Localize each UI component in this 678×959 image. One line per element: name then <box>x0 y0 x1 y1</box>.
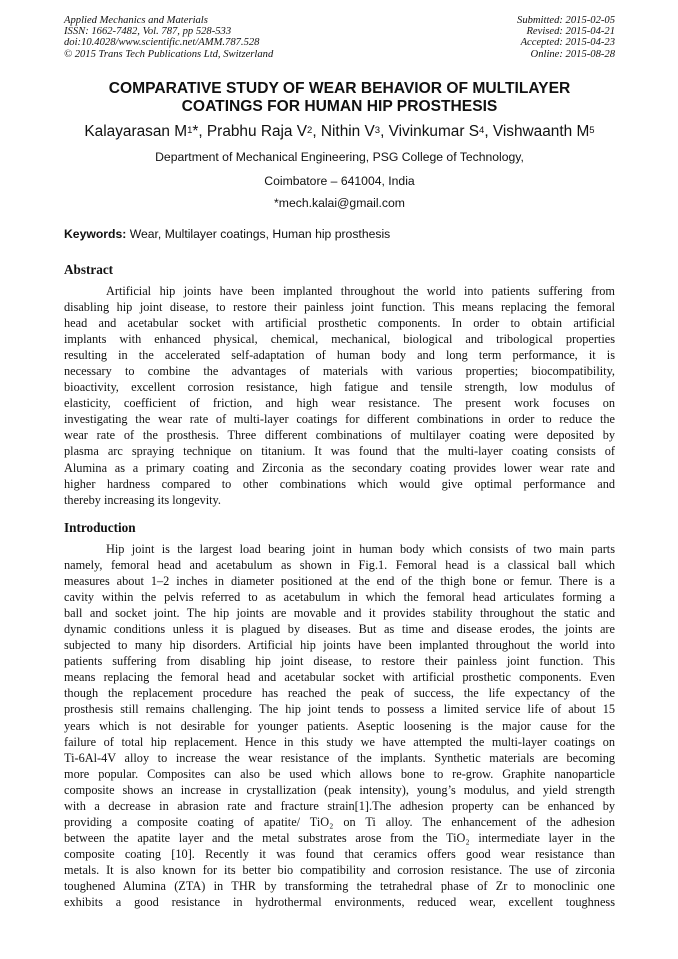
corresponding-email: *mech.kalai@gmail.com <box>274 196 405 210</box>
introduction-line: means replacing the femoral head and acetabular socket with artificial prosthetic components. Even <box>64 670 615 685</box>
introduction-line: measures about 1–2 inches in diameter positioned at the end of the thigh bone or femur. There is a <box>64 574 615 589</box>
date-online: Online: 2015-08-28 <box>530 48 615 60</box>
affiliation-department: Department of Mechanical Engineering, PSG College of Technology, <box>155 150 524 164</box>
abstract-line: Artificial hip joints have been implanted throughout the world into patients suffering from <box>106 284 615 298</box>
introduction-line: exhibits a good resistance in hydrothermal environments, reduced wear, excellent toughness <box>64 895 615 910</box>
introduction-line: patients suffering from disabling hip joint disease, to restore their painless joint function. This <box>64 654 615 669</box>
author-separator: , <box>380 123 389 140</box>
paper-title-line-1: COMPARATIVE STUDY OF WEAR BEHAVIOR OF MULTILAYER <box>108 80 571 97</box>
journal-issn: ISSN: 1662-7482, Vol. 787, pp 528-533 <box>64 26 232 38</box>
introduction-line: cavity within the pelvis referred to as acetabulum in which the femoral head articulates forming a <box>64 590 615 605</box>
author-name: Prabhu Raja V <box>206 123 308 140</box>
introduction-line: between the apatite layer and the metal substrates arose from the TiO₂ intermediate layer in the <box>64 830 615 845</box>
abstract-line: head and acetabular socket with artificial prosthetic components. In order to obtain artificial <box>64 316 615 331</box>
author-affiliation-mark: 1 <box>187 125 193 136</box>
introduction-line: composite shows an increase in crystallization (peak intensity), young’s modulus, and yield strength <box>64 782 615 797</box>
abstract-line: investigating the wear rate of multi-layer coatings for different combinations in order to reduce the <box>64 412 615 427</box>
introduction-line: failure of total hip replacement. Hence in this study we have attempted the multi-layer coatings on <box>64 734 615 749</box>
introduction-line: Ti-6Al-4V alloy to increase the wear resistance of the implants. Synthetic materials are becoming <box>64 750 615 765</box>
author-name: Kalayarasan M <box>84 123 188 140</box>
date-revised: Revised: 2015-04-21 <box>526 26 615 38</box>
date-accepted: Accepted: 2015-04-23 <box>520 37 615 49</box>
introduction-line: dynamic conditions unless it is plagued by diseases. But as time and disease erodes, the joints are <box>64 622 615 637</box>
introduction-line: providing a composite coating of apatite/ TiO₂ on Ti alloy. The enhancement of the adhesion <box>64 814 615 829</box>
author-list <box>64 122 615 144</box>
author-affiliation-mark: 3 <box>374 125 381 136</box>
abstract-line: elasticity, coefficient of friction, and high wear resistance. The present work focuses on <box>64 396 615 411</box>
abstract-line: higher hardness compared to other combinations which would give optimal performance and <box>64 476 615 491</box>
affiliation-location: Coimbatore – 641004, India <box>264 174 415 188</box>
introduction-line: with a decrease in abrasion rate and fracture strain[1].The adhesion property can be enhanced by <box>64 798 615 813</box>
abstract-heading: Abstract <box>64 262 114 277</box>
introduction-heading: Introduction <box>64 520 136 535</box>
author-name: Vishwaanth M <box>492 123 590 140</box>
abstract-line: bioactivity, excellent corrosion resistance, high fatigue and tensile strength, low modulus of <box>64 380 615 395</box>
paper-title-line-2: COATINGS FOR HUMAN HIP PROSTHESIS <box>181 98 498 115</box>
introduction-line: composite coating [10]. Recently it was found that ceramics offers good wear resistance than <box>64 846 615 861</box>
journal-header-right <box>517 15 615 60</box>
abstract-line: necessary to combine the advantages of materials with various properties; biocompatibility, <box>64 364 615 379</box>
abstract-body <box>64 283 615 508</box>
introduction-line: metals. It is also known for its better bio compatibility and corrosion resistance. The use of zirconia <box>64 862 615 877</box>
author-affiliation-mark: 2 <box>307 125 313 136</box>
keywords <box>64 227 390 241</box>
journal-copyright: © 2015 Trans Tech Publications Ltd, Switzerland <box>64 48 274 60</box>
introduction-line: prosthesis still remains challenging. The hip joint tends to possess a limited service life of about 15 <box>64 702 615 717</box>
abstract-line: implants with enhanced physical, chemical, mechanical, biological and tribological properties <box>64 332 615 347</box>
introduction-line: Hip joint is the largest load bearing joint in human body which consists of two main parts <box>106 542 615 556</box>
introduction-body <box>64 541 615 910</box>
author-separator: , <box>484 123 493 140</box>
keywords-text: Wear, Multilayer coatings, Human hip prosthesis <box>126 227 391 241</box>
introduction-line: more popular. Composites can also be used which allows bone to re-grow. Graphite nanoparticle <box>64 766 615 781</box>
author-affiliation-mark: 4 <box>479 125 485 136</box>
author-separator: *, <box>192 123 207 140</box>
author-name: Nithin V <box>320 123 375 140</box>
keywords-label: Keywords: <box>64 227 127 241</box>
abstract-line: thereby increasing its longevity. <box>64 492 221 507</box>
introduction-line: ball and socket joint. The hip joints are movable and it provides stability throughout the static and <box>64 606 615 621</box>
introduction-line: though the replacement procedure has reached the peak of success, the life expectancy of the <box>64 686 615 701</box>
author-affiliation-mark: 5 <box>589 125 595 136</box>
journal-name: Applied Mechanics and Materials <box>64 15 208 26</box>
introduction-line: toughened Alumina (ZTA) in THR by transforming the tetrahedral phase of Zr to monoclinic one <box>64 878 615 893</box>
abstract-line: disabling hip joint disease, to restore their painless joint function. This means replacing the femoral <box>64 300 615 315</box>
journal-doi: doi:10.4028/www.scientific.net/AMM.787.528 <box>64 37 260 49</box>
author-name: Vivinkumar S <box>388 123 480 140</box>
abstract-line: plasma arc spraying technique on titanium. It was found that the multi-layer coating consists of <box>64 444 615 459</box>
paper-title <box>64 80 615 116</box>
abstract-line: Alumina as a primary coating and Zirconia as the secondary coating provides lower wear rate and <box>64 460 615 475</box>
author-separator: , <box>312 123 321 140</box>
journal-header-left <box>64 15 273 60</box>
abstract-line: wear rate of the prosthesis. Three different combinations of multilayer coating were deposited by <box>64 428 615 443</box>
abstract-line: resulting in the accelerated self-adaptation of human body and long term performance, it is <box>64 348 615 363</box>
introduction-line: subjected to many hip disorders. Artificial hip joints have been implanted throughout the world into <box>64 638 615 653</box>
introduction-line: years which is not desirable for younger patients. Aseptic loosening is the major cause for the <box>64 718 615 733</box>
introduction-line: namely, femoral head and acetabulum as shown in Fig.1. Femoral head is a classical ball which <box>64 558 615 573</box>
date-submitted: Submitted: 2015-02-05 <box>517 15 615 26</box>
